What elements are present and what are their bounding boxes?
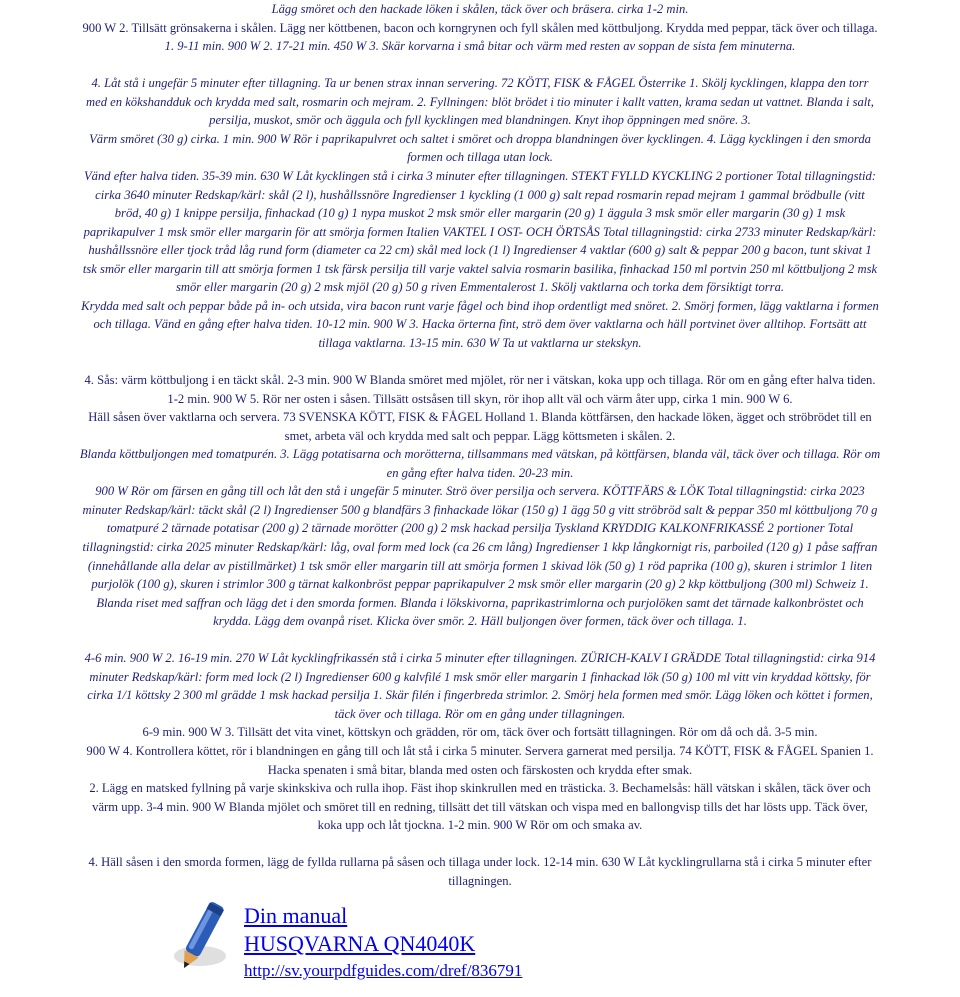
text-line: 900 W Rör om färsen en gång till och låt den stå i ungefär 5 minuter. Strö över persilja och servera. KÖTTFÄRS & LÖK Total tillagningstid: cirka 2023	[95, 484, 865, 499]
text-line: formen och tillaga utan lock.	[407, 150, 553, 165]
text-line: tillagningstid: cirka 2025 minuter Redskap/kärl: låg, oval form med lock (ca 26 cm lång) Ingredienser 1 kkp långkornigt ris, parboiled (120 g) 1 påse saffran	[82, 539, 878, 554]
text-line: smet, arbeta väl och krydda med salt och peppar. Lägg köttsmeten i skålen. 2.	[284, 428, 676, 443]
text-line: 4. Låt stå i ungefär 5 minuter efter tillagning. Ta ur benen strax innan servering. 72 KÖTT, FISK & FÅGEL Österrike 1. Skölj kycklingen, klappa den torr	[91, 76, 869, 91]
text-line: värm upp. 3-4 min. 900 W Blanda mjölet och smöret till en redning, tillsätt det till vätskan och vispa med en ballongvisp tills det har lösts upp. Täck över,	[92, 799, 868, 814]
text-line	[4, 835, 956, 854]
text-line: purjolök (100 g), skuren i strimlor 300 g tärnat kalkonbröst peppar paprikapulver 2 msk smör eller margarin (20 g) 2 kkp köttbuljong (300 ml) Schweiz 1.	[91, 577, 869, 592]
text-line: 4. Häll såsen i den smorda formen, lägg de fyllda rullarna på såsen och tillaga under lock. 12-14 min. 630 W Låt kycklingrullarna stå i cirka 5 minuter efter	[88, 855, 872, 870]
manual-model-link[interactable]: HUSQVARNA QN4040K	[244, 931, 476, 956]
text-line: Häll såsen över vaktlarna och servera. 73 SVENSKA KÖTT, FISK & FÅGEL Holland 1. Blanda köttfärsen, den hackade löken, ägget och ströbrödet till en	[88, 410, 872, 425]
text-line: Blanda riset med saffran och lägg det i den smorda formen. Blanda i lökskivorna, paprikastrimlorna och purjolöken samt det tärnade kalkonbröstet och	[96, 595, 864, 610]
text-line: (innehållande alla delar av pistillmärket) 1 tsk smör eller margarin till att smörja formen 1 skivad lök (50 g) 1 röd paprika (100 g), skuren i strimlor 1 liten	[87, 558, 873, 573]
text-line: tillaga vaktlarna. 13-15 min. 630 W Ta ut vaktlarna ur stekskyn.	[318, 335, 642, 350]
text-line	[4, 631, 956, 650]
text-line: 900 W 2. Tillsätt grönsakerna i skålen. Lägg ner köttbenen, bacon och korngrynen och fyll skålen med köttbuljong. Krydda med peppar, täck över och tillaga.	[82, 20, 878, 35]
text-line: tomatpuré 2 tärnade potatisar (200 g) 2 tärnade morötter (200 g) 2 msk hackad persilja Tyskland KRYDDIG KALKONFRIKASSÉ 2 portioner Total	[106, 521, 854, 536]
text-line: koka upp och låt tjockna. 1-2 min. 900 W Rör om och smaka av.	[317, 818, 643, 833]
pen-icon	[156, 898, 246, 982]
text-line: Blanda köttbuljongen med tomatpurén. 3. Lägg potatisarna och morötterna, tillsammans med vätskan, på köttfärsen, blanda väl, täck över och tillaga. Rör om	[79, 447, 881, 462]
text-line: 1-2 min. 900 W 5. Rör ner osten i såsen. Tillsätt ostsåsen till skyn, rör ihop allt väl och värm åter upp, cirka 1 min. 900 W 6.	[167, 391, 793, 406]
text-line: 6-9 min. 900 W 3. Tillsätt det vita vinet, köttskyn och grädden, rör om, täck över och fortsätt tillagningen. Rör om då och då. 3-5 min.	[142, 725, 818, 740]
text-line: minuter Redskap/kärl: form med lock (2 l) Ingredienser 600 g kalvfilé 1 msk smör eller margarin 1 finhackad lök (50 g) 100 ml vitt vin kryddad köttsky, för	[89, 669, 871, 684]
text-line: cirka 1/1 köttsky 2 300 ml grädde 1 msk hackad persilja 1. Skär filén i fingerbreda strimlor. 2. Smörj hela formen med smör. Lägg löken och köttet i formen,	[87, 688, 873, 703]
text-line	[4, 56, 956, 75]
text-line: 900 W 4. Kontrollera köttet, rör i blandningen en gång till och låt stå i cirka 5 minuter. Servera garnerat med persilja. 74 KÖTT, FISK & FÅGEL Spanien 1.	[86, 744, 874, 758]
text-line: 2. Lägg en matsked fyllning på varje skinkskiva och rulla ihop. Fäst ihop skinkrullen med en trästicka. 3. Bechamelsås: häll vätskan i skålen, täck över och	[89, 781, 871, 796]
text-line: hushållssnöre eller tjock tråd låg rund form (diameter ca 22 cm) skål med lock (1 l) Ingredienser 4 vaktlar (600 g) salt & peppar 200 g bacon, tunt skivat 1	[88, 243, 872, 258]
text-line: en gång efter halva tiden. 20-23 min.	[386, 465, 574, 480]
text-line: paprikapulver 1 msk smör eller margarin för att smörja formen Italien VAKTEL I OST- OCH ÖRTSÅS Total tillagningstid: cirka 2733 minuter Redskap/kärl:	[83, 224, 877, 239]
text-line: Lägg smöret och den hackade löken i skålen, täck över och bräsera. cirka 1-2 min.	[271, 2, 689, 16]
text-line: Vänd efter halva tiden. 35-39 min. 630 W Låt kycklingen stå i cirka 3 minuter efter tillagningen. STEKT FYLLD KYCKLING 2 portioner Total tillagningstid:	[83, 168, 876, 183]
text-line: persilja, muskot, smör och äggula och fyll kycklingen med blandningen. Knyt ihop öppningen med snöre. 3.	[209, 113, 751, 128]
text-line: täck över och tillaga. Rör om en gång under tillagningen.	[334, 706, 626, 721]
text-line: 4. Sås: värm köttbuljong i en täckt skål. 2-3 min. 900 W Blanda smöret med mjölet, rör ner i vätskan, koka upp och tillaga. Rör om en gång efter halva tiden.	[84, 373, 876, 387]
text-line: 1. 9-11 min. 900 W 2. 17-21 min. 450 W 3. Skär korvarna i små bitar och värm med resten av soppan de sista fem minuterna.	[164, 39, 796, 54]
text-line: Värm smöret (30 g) cirka. 1 min. 900 W Rör i paprikapulvret och saltet i smöret och droppa blandningen över kycklingen. 4. Lägg kycklingen i den smorda	[89, 131, 871, 146]
text-line: tillagningen.	[448, 873, 512, 888]
manual-title-link[interactable]: Din manual	[244, 903, 348, 928]
text-line: minuter Redskap/kärl: täckt skål (2 l) Ingredienser 500 g blandfärs 3 finhackade lökar (150 g) 1 ägg 50 g vitt ströbröd salt & peppar 350 ml köttbuljong 70 g	[82, 502, 878, 517]
text-line: smör eller margarin (20 g) 2 msk mjöl (20 g) 50 g riven Emmentalerost 1. Skölj vaktlarna och torka dem försiktigt torra.	[175, 280, 785, 295]
text-line: Krydda med salt och peppar både på in- och utsida, vira bacon runt varje fågel och bind ihop ordentligt med snöret. 2. Smörj formen, lägg vaktlarna i formen	[81, 298, 879, 313]
text-line: bröd, 40 g) 1 knippe persilja, finhackad (10 g) 1 nypa muskot 2 msk smör eller margarin (20 g) 1 äggula 3 msk smör eller margarin (30 g) 1 msk	[114, 206, 846, 221]
text-line: krydda. Lägg dem ovanpå riset. Klicka över smör. 2. Häll buljongen över formen, täck över och tillaga. 1.	[213, 614, 747, 629]
footer	[244, 902, 522, 981]
text-line	[4, 352, 956, 371]
text-line: cirka 3640 minuter Redskap/kärl: skål (2 l), hushållssnöre Ingredienser 1 kyckling (1 000 g) salt repad rosmarin repad mejram 1 gammal brödbulle (vitt	[95, 187, 865, 202]
manual-url-link[interactable]: http://sv.yourpdfguides.com/dref/836791	[244, 961, 523, 980]
text-line: med en kökshandduk och krydda med salt, rosmarin och mejram. 2. Fyllningen: blöt brödet i tio minuter i kallt vatten, krama sedan ut vattnet. Blanda i salt,	[86, 94, 874, 109]
text-line: 4-6 min. 900 W 2. 16-19 min. 270 W Låt kycklingfrikassén stå i cirka 5 minuter efter tillagningen. ZÜRICH-KALV I GRÄDDE Total tillagningstid: cirka 914	[84, 651, 876, 666]
text-line: och tillaga. Vänd en gång efter halva tiden. 10-12 min. 900 W 3. Hacka örterna fint, strö dem över vaktlarna och häll portvinet över alltihop. Fortsätt att	[93, 317, 867, 332]
text-line: tsk smör eller margarin till att smörja formen 1 tsk färsk persilja till varje vaktel salvia rosmarin basilika, finhackad 150 ml portvin 250 ml köttbuljong 2 msk	[82, 261, 878, 276]
text-line: Hacka spenaten i små bitar, blanda med osten och färskosten och krydda efter smak.	[267, 762, 693, 777]
